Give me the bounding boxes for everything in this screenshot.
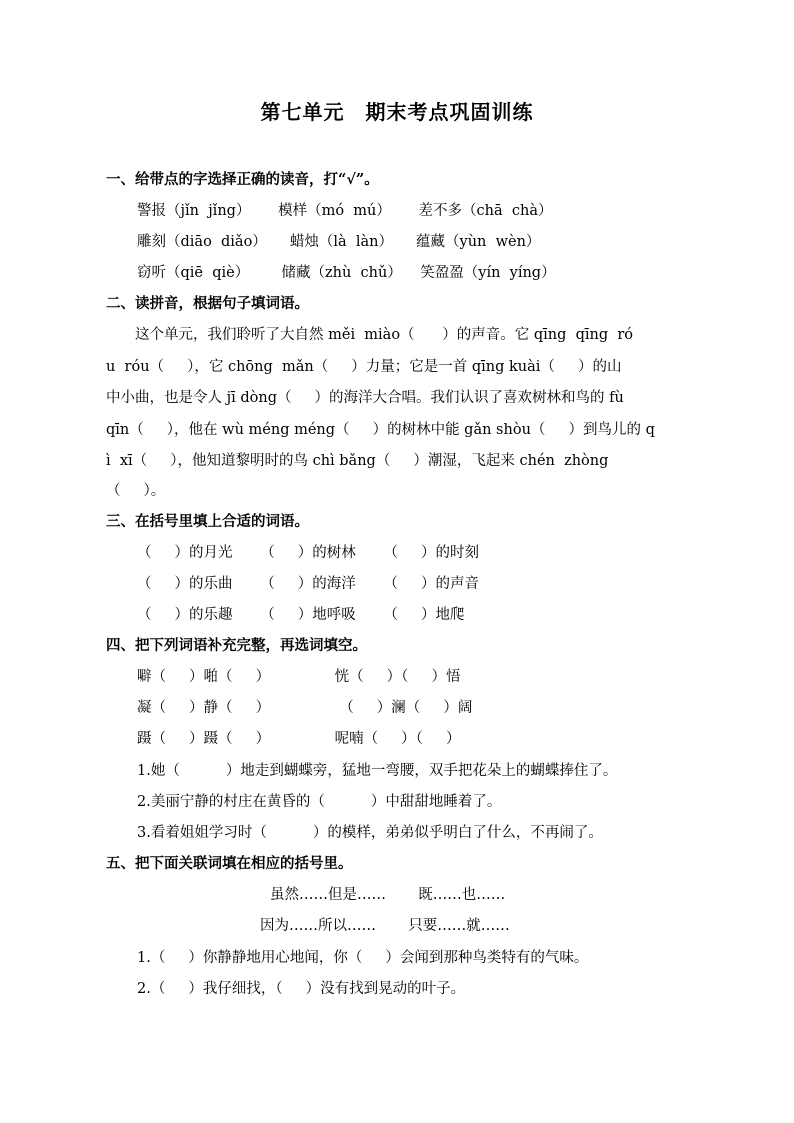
section-1-heading: 一、给带点的字选择正确的读音，打“√”。 [106, 171, 379, 188]
conjunction-words: 因为……所以…… 只要……就…… [260, 918, 510, 934]
section-5-heading: 五、把下面关联词填在相应的括号里。 [106, 855, 353, 872]
section-5-sentence: 2.（ ）我仔细找，（ ）没有找到晃动的叶子。 [137, 981, 466, 997]
section-4-sentence: 1.她（ ）地走到蝴蝶旁，猛地一弯腰，双手把花朵上的蝴蝶捧住了。 [137, 763, 618, 779]
section-4-row: 噼（ ）啪（ ） 恍（ ）（ ）悟 [137, 669, 461, 685]
section-4-sentence: 3.看着姐姐学习时（ ）的模样，弟弟似乎明白了什么，不再闹了。 [137, 825, 603, 841]
section-2-paragraph-line: qīn（ ），他在 wù méng méng（ ）的树林中能 gǎn shòu（ ）到鸟儿的 q [106, 422, 655, 438]
section-3-row: （ ）的乐趣 （ ）地呼吸 （ ）地爬 [137, 607, 465, 623]
section-5-sentence: 1.（ ）你静静地用心地闻，你（ ）会闻到那种鸟类特有的气味。 [137, 950, 589, 966]
section-2-paragraph-line: ì xī（ ），他知道黎明时的鸟 chì bǎng（ ）潮湿，飞起来 chén zhòng [106, 453, 609, 469]
section-4-heading: 四、把下列词语补充完整，再选词填空。 [106, 637, 367, 654]
section-2-paragraph-line: u róu（ ），它 chōng mǎn（ ）力量；它是一首 qīng kuài（ ）的山 [106, 359, 622, 375]
section-3-heading: 三、在括号里填上合适的词语。 [106, 513, 309, 530]
section-4-row: 凝（ ）静（ ） （ ）澜（ ）阔 [137, 700, 473, 716]
section-2-paragraph-line: 这个单元，我们聆听了大自然 měi miào（ ）的声音。它 qīng qīng ró [106, 327, 633, 343]
section-4-row: 蹑（ ）蹑（ ） 呢喃（ ）（ ） [137, 731, 461, 747]
section-1-row: 雕刻（diāo diǎo） 蜡烛（là làn） 蕴藏（yùn wèn） [137, 234, 541, 250]
section-1-row: 警报（jǐn jǐng） 模样（mó mú） 差不多（chā chà） [137, 203, 553, 219]
conjunction-words: 虽然……但是…… 既……也…… [270, 887, 506, 903]
section-2-heading: 二、读拼音，根据句子填词语。 [106, 295, 309, 312]
section-2-paragraph-line: 中小曲，也是令人 jī dòng（ ）的海洋大合唱。我们认识了喜欢树林和鸟的 fù [106, 390, 624, 406]
page-title: 第七单元 期末考点巩固训练 [260, 100, 534, 124]
section-4-sentence: 2.美丽宁静的村庄在黄昏的（ ）中甜甜地睡着了。 [137, 794, 502, 810]
section-1-row: 窃听（qiē qiè） 储藏（zhù chǔ） 笑盈盈（yín yíng） [137, 265, 556, 281]
section-2-paragraph-line: （ ）。 [106, 483, 166, 499]
section-3-row: （ ）的月光 （ ）的树林 （ ）的时刻 [137, 545, 479, 561]
section-3-row: （ ）的乐曲 （ ）的海洋 （ ）的声音 [137, 576, 479, 592]
